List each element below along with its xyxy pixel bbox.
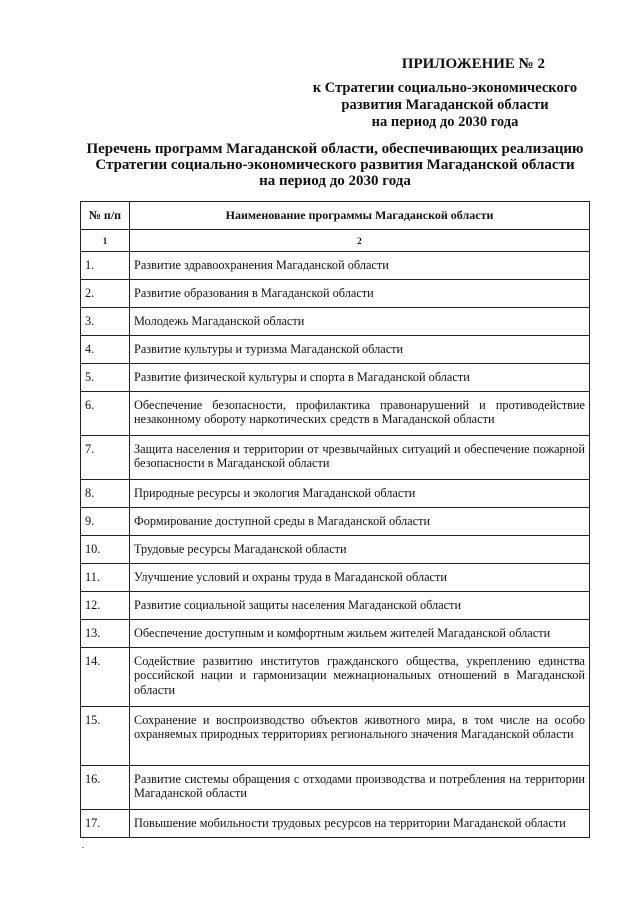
program-name: Защита населения и территории от чрезвычайных ситуаций и обеспечение пожарной безопасности в Магаданской области <box>130 435 590 479</box>
table-row <box>81 363 590 391</box>
program-name: Формирование доступной среды в Магаданской области <box>130 507 590 535</box>
program-name: Природные ресурсы и экология Магаданской области <box>130 479 590 507</box>
row-number: 3. <box>81 307 130 335</box>
column-index: 2 <box>130 230 590 252</box>
program-name: Молодежь Магаданской области <box>130 307 590 335</box>
row-number: 15. <box>81 706 130 765</box>
row-number: 6. <box>81 391 130 435</box>
row-number: 14. <box>81 647 130 706</box>
row-number: 12. <box>81 591 130 619</box>
table-row <box>81 507 590 535</box>
table-row <box>81 279 590 307</box>
program-name: Сохранение и воспроизводство объектов животного мира, в том числе на особо охраняемых природных территориях регионального значения Магаданской области <box>130 706 590 765</box>
table-header-row <box>81 202 590 230</box>
row-number: 17. <box>81 809 130 837</box>
program-name: Развитие системы обращения с отходами производства и потребления на территории Магаданской области <box>130 765 590 809</box>
row-number: 8. <box>81 479 130 507</box>
program-name: Обеспечение безопасности, профилактика правонарушений и противодействие незаконному обороту наркотических средств в Магаданской области <box>130 391 590 435</box>
row-number: 10. <box>81 535 130 563</box>
table-row <box>81 435 590 479</box>
table-row <box>81 591 590 619</box>
table-row <box>81 479 590 507</box>
table-row <box>81 335 590 363</box>
row-number: 1. <box>81 251 130 279</box>
table-row <box>81 535 590 563</box>
table-row <box>81 307 590 335</box>
header-name: Наименование программы Магаданской области <box>130 202 590 230</box>
program-name: Обеспечение доступным и комфортным жильем жителей Магаданской области <box>130 619 590 647</box>
program-name: Повышение мобильности трудовых ресурсов на территории Магаданской области <box>130 809 590 837</box>
table-row <box>81 706 590 765</box>
row-number: 9. <box>81 507 130 535</box>
row-number: 2. <box>81 279 130 307</box>
program-name: Содействие развитию институтов гражданского общества, укреплению единства российской нации и гармонизации межнациональных отношений в Магаданской области <box>130 647 590 706</box>
program-name: Развитие социальной защиты населения Магаданской области <box>130 591 590 619</box>
program-name: Развитие культуры и туризма Магаданской области <box>130 335 590 363</box>
table-row <box>81 563 590 591</box>
program-name: Развитие физической культуры и спорта в Магаданской области <box>130 363 590 391</box>
programs-table <box>80 201 590 838</box>
column-index: 1 <box>81 230 130 252</box>
appendix-heading: ПРИЛОЖЕНИЕ № 2 <box>401 56 545 72</box>
row-number: 11. <box>81 563 130 591</box>
scan-mark <box>82 847 84 848</box>
program-name: Улучшение условий и охраны труда в Магаданской области <box>130 563 590 591</box>
header-number: № п/п <box>81 202 130 230</box>
subtitle-line: развития Магаданской области <box>341 97 549 113</box>
subtitle-line: к Стратегии социально-экономического <box>312 80 578 96</box>
appendix-subtitle <box>300 80 590 131</box>
table-row <box>81 619 590 647</box>
subtitle-line: на период до 2030 года <box>371 114 519 130</box>
row-number: 5. <box>81 363 130 391</box>
table-row <box>81 391 590 435</box>
table-row <box>81 765 590 809</box>
program-name: Развитие здравоохранения Магаданской области <box>130 251 590 279</box>
column-index-row <box>81 230 590 252</box>
row-number: 4. <box>81 335 130 363</box>
title-line: на период до 2030 года <box>259 173 411 189</box>
table-row <box>81 647 590 706</box>
title-line: Перечень программ Магаданской области, обеспечивающих реализацию <box>86 141 584 157</box>
table-row <box>81 251 590 279</box>
document-title <box>80 141 590 189</box>
row-number: 13. <box>81 619 130 647</box>
row-number: 16. <box>81 765 130 809</box>
row-number: 7. <box>81 435 130 479</box>
program-name: Трудовые ресурсы Магаданской области <box>130 535 590 563</box>
table-row <box>81 809 590 837</box>
title-line: Стратегии социально-экономического развития Магаданской области <box>95 157 575 173</box>
program-name: Развитие образования в Магаданской области <box>130 279 590 307</box>
